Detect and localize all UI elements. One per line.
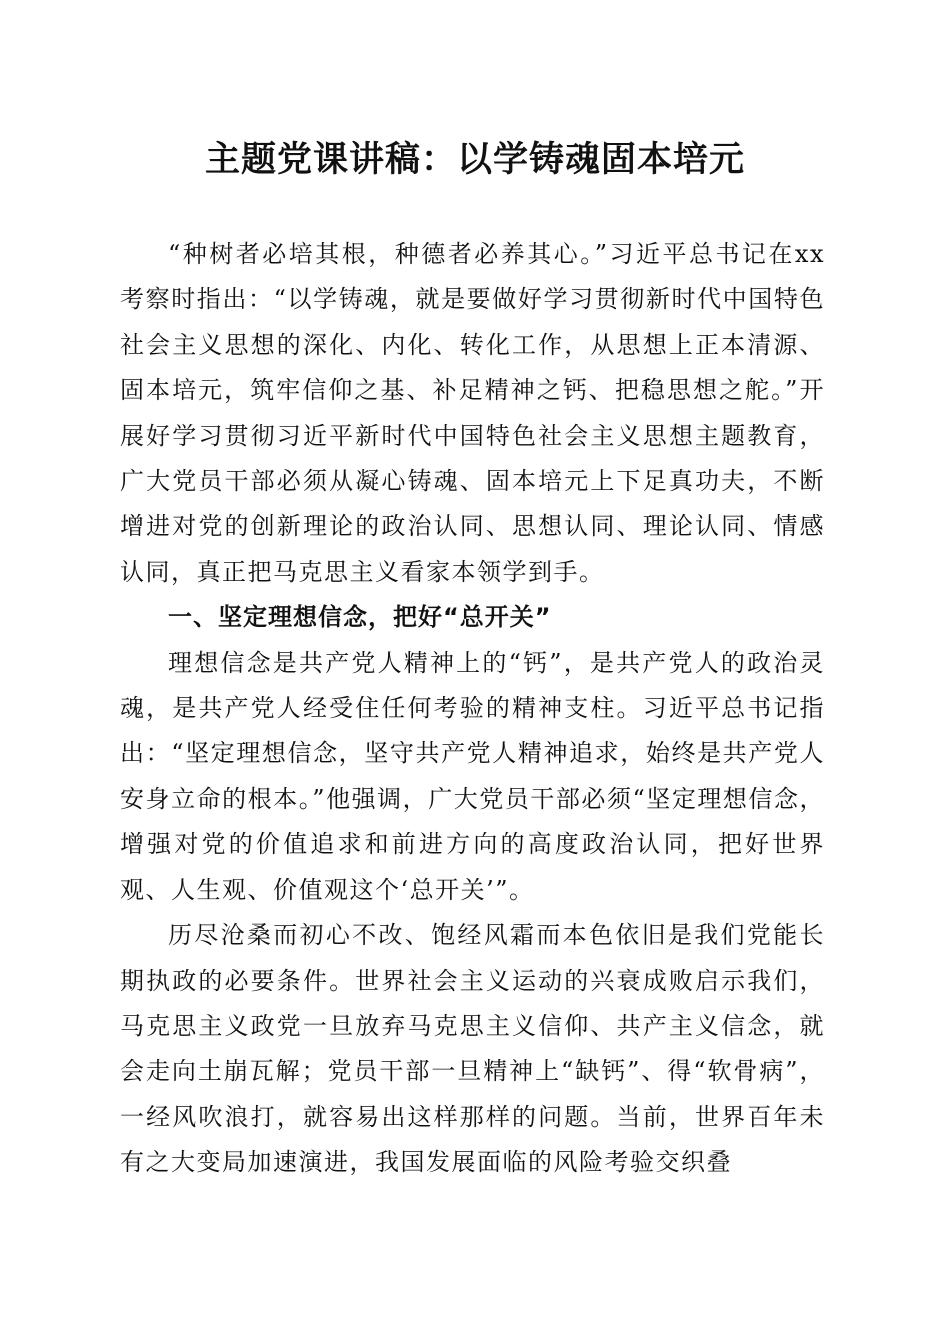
paragraph-intro: “种树者必培其根，种德者必养其心。”习近平总书记在xx考察时指出：“以学铸魂，就是要做好学习贯彻新时代中国特色社会主义思想的深化、内化、转化工作，从思想上正本清源、固本培元，筑牢信仰之基、补足精神之钙、把稳思想之舵。”开展好学习贯彻习近平新时代中国特色社会主义思想主题教育，广大党员干部必须从凝心铸魂、固本培元上下足真功夫，不断增进对党的创新理论的政治认同、思想认同、理论认同、情感认同，真正把马克思主义看家本领学到手。 <box>120 240 825 586</box>
paragraph-history: 历尽沧桑而初心不改、饱经风霜而本色依旧是我们党能长期执政的必要条件。世界社会主义运动的兴衰成败启示我们，马克思主义政党一旦放弃马克思主义信仰、共产主义信念，就会走向土崩瓦解；党员干部一旦精神上“缺钙”、得“软骨病”，一经风吹浪打，就容易出这样那样的问题。当前，世界百年未有之大变局加速演进，我国发展面临的风险考验交织叠 <box>120 921 825 1177</box>
document-title: 主题党课讲稿：以学铸魂固本培元 <box>204 139 745 180</box>
section-heading-1: 一、坚定理想信念，把好“总开关” <box>168 603 552 632</box>
paragraph-ideals: 理想信念是共产党人精神上的“钙”，是共产党人的政治灵魂，是共产党人经受住任何考验的精神支柱。习近平总书记指出：“坚定理想信念，坚守共产党人精神追求，始终是共产党人安身立命的根本。”他强调，广大党员干部必须“坚定理想信念，增强对党的价值追求和前进方向的高度政治认同，把好世界观、人生观、价值观这个‘总开关’”。 <box>120 648 825 904</box>
document-body <box>120 232 825 1186</box>
